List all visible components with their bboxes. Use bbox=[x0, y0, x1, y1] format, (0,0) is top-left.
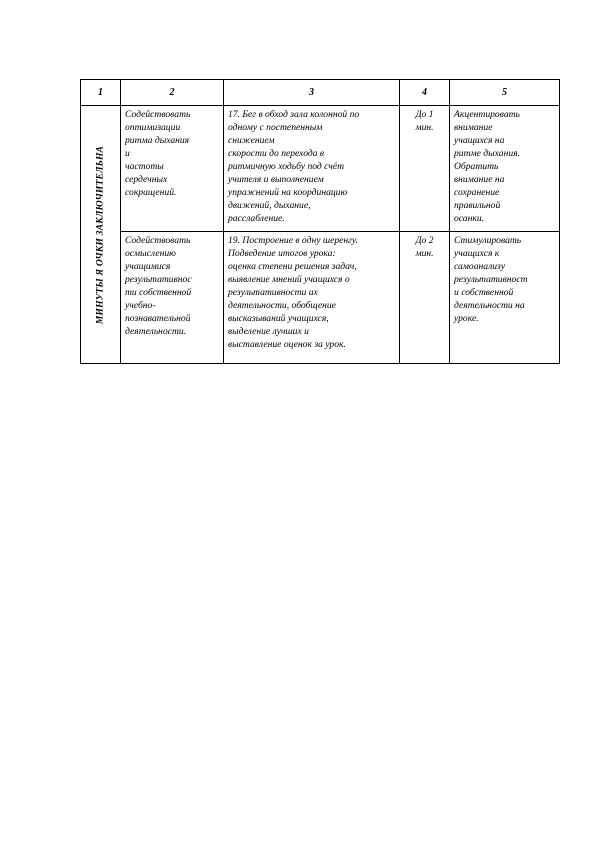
time-cell bbox=[400, 232, 450, 364]
content-line: упражнений на координацию bbox=[228, 187, 348, 198]
content-line: скорости до перехода в bbox=[228, 148, 325, 159]
goal-cell bbox=[121, 232, 224, 364]
content-line: деятельности, обобщение bbox=[228, 300, 336, 311]
content-line: результативности их bbox=[228, 287, 318, 298]
method-line: Акцентировать bbox=[454, 109, 520, 120]
goal-line: ти собственной bbox=[125, 287, 192, 298]
method-cell bbox=[450, 106, 560, 232]
goal-line: деятельности. bbox=[125, 326, 187, 337]
time-value: До 2 bbox=[415, 235, 434, 246]
method-line: Обратить bbox=[454, 161, 499, 172]
lesson-plan-table bbox=[80, 79, 560, 364]
content-line: движений, дыхание, bbox=[228, 200, 311, 211]
method-line: внимание на bbox=[454, 174, 505, 185]
method-line: правильной bbox=[454, 200, 501, 211]
method-line: учащихся к bbox=[454, 248, 500, 259]
content-line: снижением bbox=[228, 135, 275, 146]
method-line: внимание bbox=[454, 122, 493, 133]
goal-line: и bbox=[125, 148, 130, 159]
method-cell bbox=[450, 232, 560, 364]
content-line: одному с постепенным bbox=[228, 122, 323, 133]
goal-line: частоты bbox=[125, 161, 164, 172]
header-cell-4: 4 bbox=[400, 80, 450, 106]
method-line: учащихся на bbox=[454, 135, 505, 146]
content-line: 19. Построение в одну шеренгу. bbox=[228, 235, 358, 246]
time-cell bbox=[400, 106, 450, 232]
stage-cell bbox=[81, 106, 121, 364]
table-row bbox=[81, 106, 560, 232]
content-line: расслабление. bbox=[228, 213, 285, 224]
content-line: Подведение итогов урока: bbox=[228, 248, 336, 259]
header-cell-5: 5 bbox=[450, 80, 560, 106]
header-cell-2: 2 bbox=[121, 80, 224, 106]
time-value: До 1 bbox=[415, 109, 434, 120]
method-line: Стимулировать bbox=[454, 235, 522, 246]
method-line: ритме дыхания. bbox=[454, 148, 520, 159]
content-line: учителя и выполнением bbox=[228, 174, 324, 185]
content-cell bbox=[224, 232, 400, 364]
method-line: самоанализу bbox=[454, 261, 505, 272]
goal-line: познавательной bbox=[125, 313, 191, 324]
goal-line: Содействовать bbox=[125, 109, 191, 120]
content-line: выделение лучших и bbox=[228, 326, 309, 337]
goal-line: учебно- bbox=[125, 300, 156, 311]
goal-line: Содействовать bbox=[125, 235, 191, 246]
goal-cell bbox=[121, 106, 224, 232]
method-line: и собственной bbox=[454, 287, 514, 298]
method-line: сохранение bbox=[454, 187, 500, 198]
method-line: уроке. bbox=[454, 313, 479, 324]
goal-line: осмыслению bbox=[125, 248, 176, 259]
method-line: результативност bbox=[454, 274, 528, 285]
content-line: выставление оценок за урок. bbox=[228, 339, 346, 350]
goal-line: сердечных bbox=[125, 174, 168, 185]
goal-line: ритма дыхания bbox=[125, 135, 190, 146]
content-line: выявление мнений учащихся о bbox=[228, 274, 350, 285]
method-line: осанки. bbox=[454, 213, 485, 224]
header-cell-3: 3 bbox=[224, 80, 400, 106]
method-line: деятельности на bbox=[454, 300, 525, 311]
stage-label: МИНУТЫ Я ОЧКИ ЗАКЛЮЧИТЕЛЬНА bbox=[95, 145, 105, 324]
content-line: высказываний учащихся, bbox=[228, 313, 329, 324]
goal-line: учащимися bbox=[125, 261, 171, 272]
content-line: ритмичную ходьбу под счёт bbox=[228, 161, 345, 172]
goal-line: результативнос bbox=[125, 274, 192, 285]
content-line: оценка степени решения задач, bbox=[228, 261, 357, 272]
time-unit: мин. bbox=[415, 248, 434, 259]
table-row bbox=[81, 232, 560, 364]
time-unit: мин. bbox=[415, 122, 434, 133]
header-row bbox=[81, 80, 560, 106]
goal-line: оптимизации bbox=[125, 122, 181, 133]
content-cell bbox=[224, 106, 400, 232]
content-line: 17. Бег в обход зала колонной по bbox=[228, 109, 360, 120]
goal-line: сокращений. bbox=[125, 187, 177, 198]
header-cell-1: 1 bbox=[81, 80, 121, 106]
